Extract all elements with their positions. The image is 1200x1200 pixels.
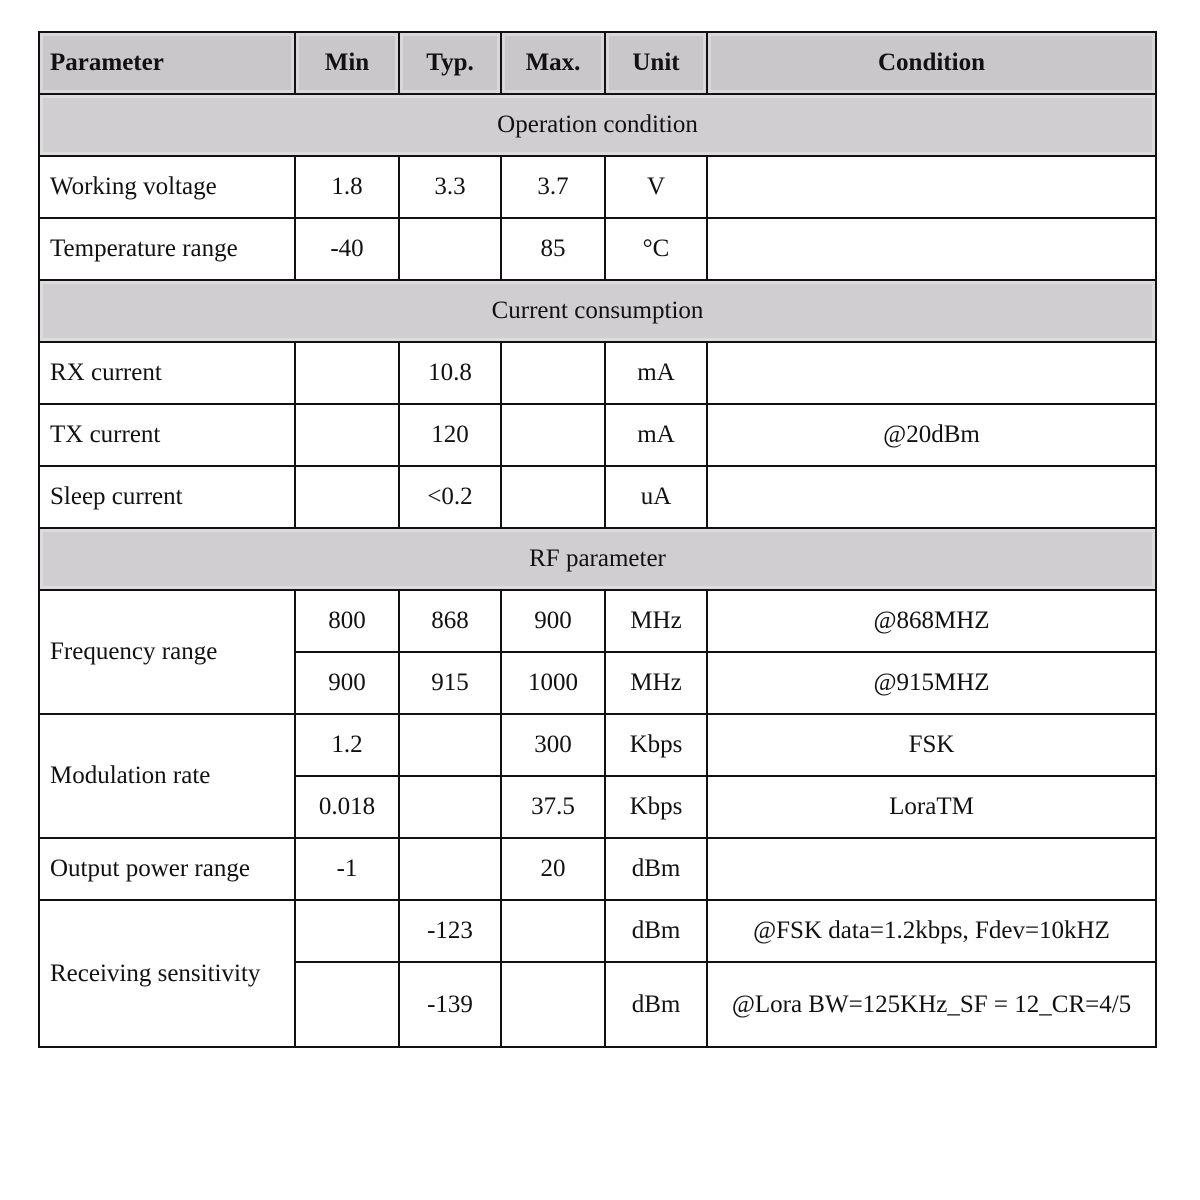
section-row xyxy=(39,280,1156,342)
condition-cell: @868MHZ xyxy=(707,590,1156,652)
min-cell: 800 xyxy=(295,590,399,652)
typ-cell: <0.2 xyxy=(399,466,501,528)
condition-cell: FSK xyxy=(707,714,1156,776)
max-cell: 20 xyxy=(501,838,605,900)
header-min: Min xyxy=(295,32,399,94)
parameter-cell: RX current xyxy=(39,342,295,404)
typ-cell: 868 xyxy=(399,590,501,652)
min-cell: 900 xyxy=(295,652,399,714)
typ-cell: 120 xyxy=(399,404,501,466)
condition-cell: LoraTM xyxy=(707,776,1156,838)
parameter-cell: Working voltage xyxy=(39,156,295,218)
unit-cell: Kbps xyxy=(605,714,707,776)
specification-table xyxy=(38,31,1157,1048)
table-row xyxy=(39,590,1156,652)
max-cell xyxy=(501,342,605,404)
unit-cell: mA xyxy=(605,404,707,466)
section-title: RF parameter xyxy=(39,528,1156,590)
section-title: Current consumption xyxy=(39,280,1156,342)
max-cell xyxy=(501,404,605,466)
min-cell: -40 xyxy=(295,218,399,280)
typ-cell: 915 xyxy=(399,652,501,714)
min-cell: 0.018 xyxy=(295,776,399,838)
typ-cell: -123 xyxy=(399,900,501,962)
table-row xyxy=(39,466,1156,528)
parameter-cell: Frequency range xyxy=(39,590,295,714)
table-row xyxy=(39,156,1156,218)
section-title: Operation condition xyxy=(39,94,1156,156)
section-row xyxy=(39,94,1156,156)
table-row xyxy=(39,900,1156,962)
min-cell xyxy=(295,962,399,1047)
table-row xyxy=(39,714,1156,776)
max-cell: 85 xyxy=(501,218,605,280)
unit-cell: °C xyxy=(605,218,707,280)
header-typ: Typ. xyxy=(399,32,501,94)
parameter-cell: Receiving sensitivity xyxy=(39,900,295,1047)
unit-cell: mA xyxy=(605,342,707,404)
parameter-cell: Output power range xyxy=(39,838,295,900)
condition-cell xyxy=(707,838,1156,900)
max-cell: 900 xyxy=(501,590,605,652)
parameter-cell: Temperature range xyxy=(39,218,295,280)
condition-cell xyxy=(707,218,1156,280)
condition-cell: @915MHZ xyxy=(707,652,1156,714)
typ-cell: 3.3 xyxy=(399,156,501,218)
condition-cell xyxy=(707,342,1156,404)
condition-cell xyxy=(707,466,1156,528)
min-cell: 1.2 xyxy=(295,714,399,776)
min-cell xyxy=(295,342,399,404)
header-row xyxy=(39,32,1156,94)
max-cell xyxy=(501,466,605,528)
typ-cell xyxy=(399,776,501,838)
min-cell xyxy=(295,466,399,528)
header-condition: Condition xyxy=(707,32,1156,94)
typ-cell xyxy=(399,838,501,900)
min-cell: -1 xyxy=(295,838,399,900)
table-row xyxy=(39,218,1156,280)
typ-cell xyxy=(399,218,501,280)
typ-cell: 10.8 xyxy=(399,342,501,404)
min-cell: 1.8 xyxy=(295,156,399,218)
min-cell xyxy=(295,900,399,962)
condition-cell xyxy=(707,156,1156,218)
header-parameter: Parameter xyxy=(39,32,295,94)
max-cell xyxy=(501,962,605,1047)
max-cell: 3.7 xyxy=(501,156,605,218)
unit-cell: dBm xyxy=(605,962,707,1047)
max-cell: 1000 xyxy=(501,652,605,714)
parameter-cell: TX current xyxy=(39,404,295,466)
min-cell xyxy=(295,404,399,466)
unit-cell: uA xyxy=(605,466,707,528)
condition-cell: @FSK data=1.2kbps, Fdev=10kHZ xyxy=(707,900,1156,962)
unit-cell: Kbps xyxy=(605,776,707,838)
condition-cell: @20dBm xyxy=(707,404,1156,466)
header-max: Max. xyxy=(501,32,605,94)
unit-cell: MHz xyxy=(605,590,707,652)
table-row xyxy=(39,342,1156,404)
unit-cell: dBm xyxy=(605,838,707,900)
max-cell: 300 xyxy=(501,714,605,776)
max-cell xyxy=(501,900,605,962)
table-row xyxy=(39,838,1156,900)
typ-cell xyxy=(399,714,501,776)
header-unit: Unit xyxy=(605,32,707,94)
table-row xyxy=(39,404,1156,466)
parameter-cell: Modulation rate xyxy=(39,714,295,838)
unit-cell: dBm xyxy=(605,900,707,962)
section-row xyxy=(39,528,1156,590)
typ-cell: -139 xyxy=(399,962,501,1047)
condition-cell: @Lora BW=125KHz_SF = 12_CR=4/5 xyxy=(707,962,1156,1047)
unit-cell: MHz xyxy=(605,652,707,714)
parameter-cell: Sleep current xyxy=(39,466,295,528)
unit-cell: V xyxy=(605,156,707,218)
max-cell: 37.5 xyxy=(501,776,605,838)
